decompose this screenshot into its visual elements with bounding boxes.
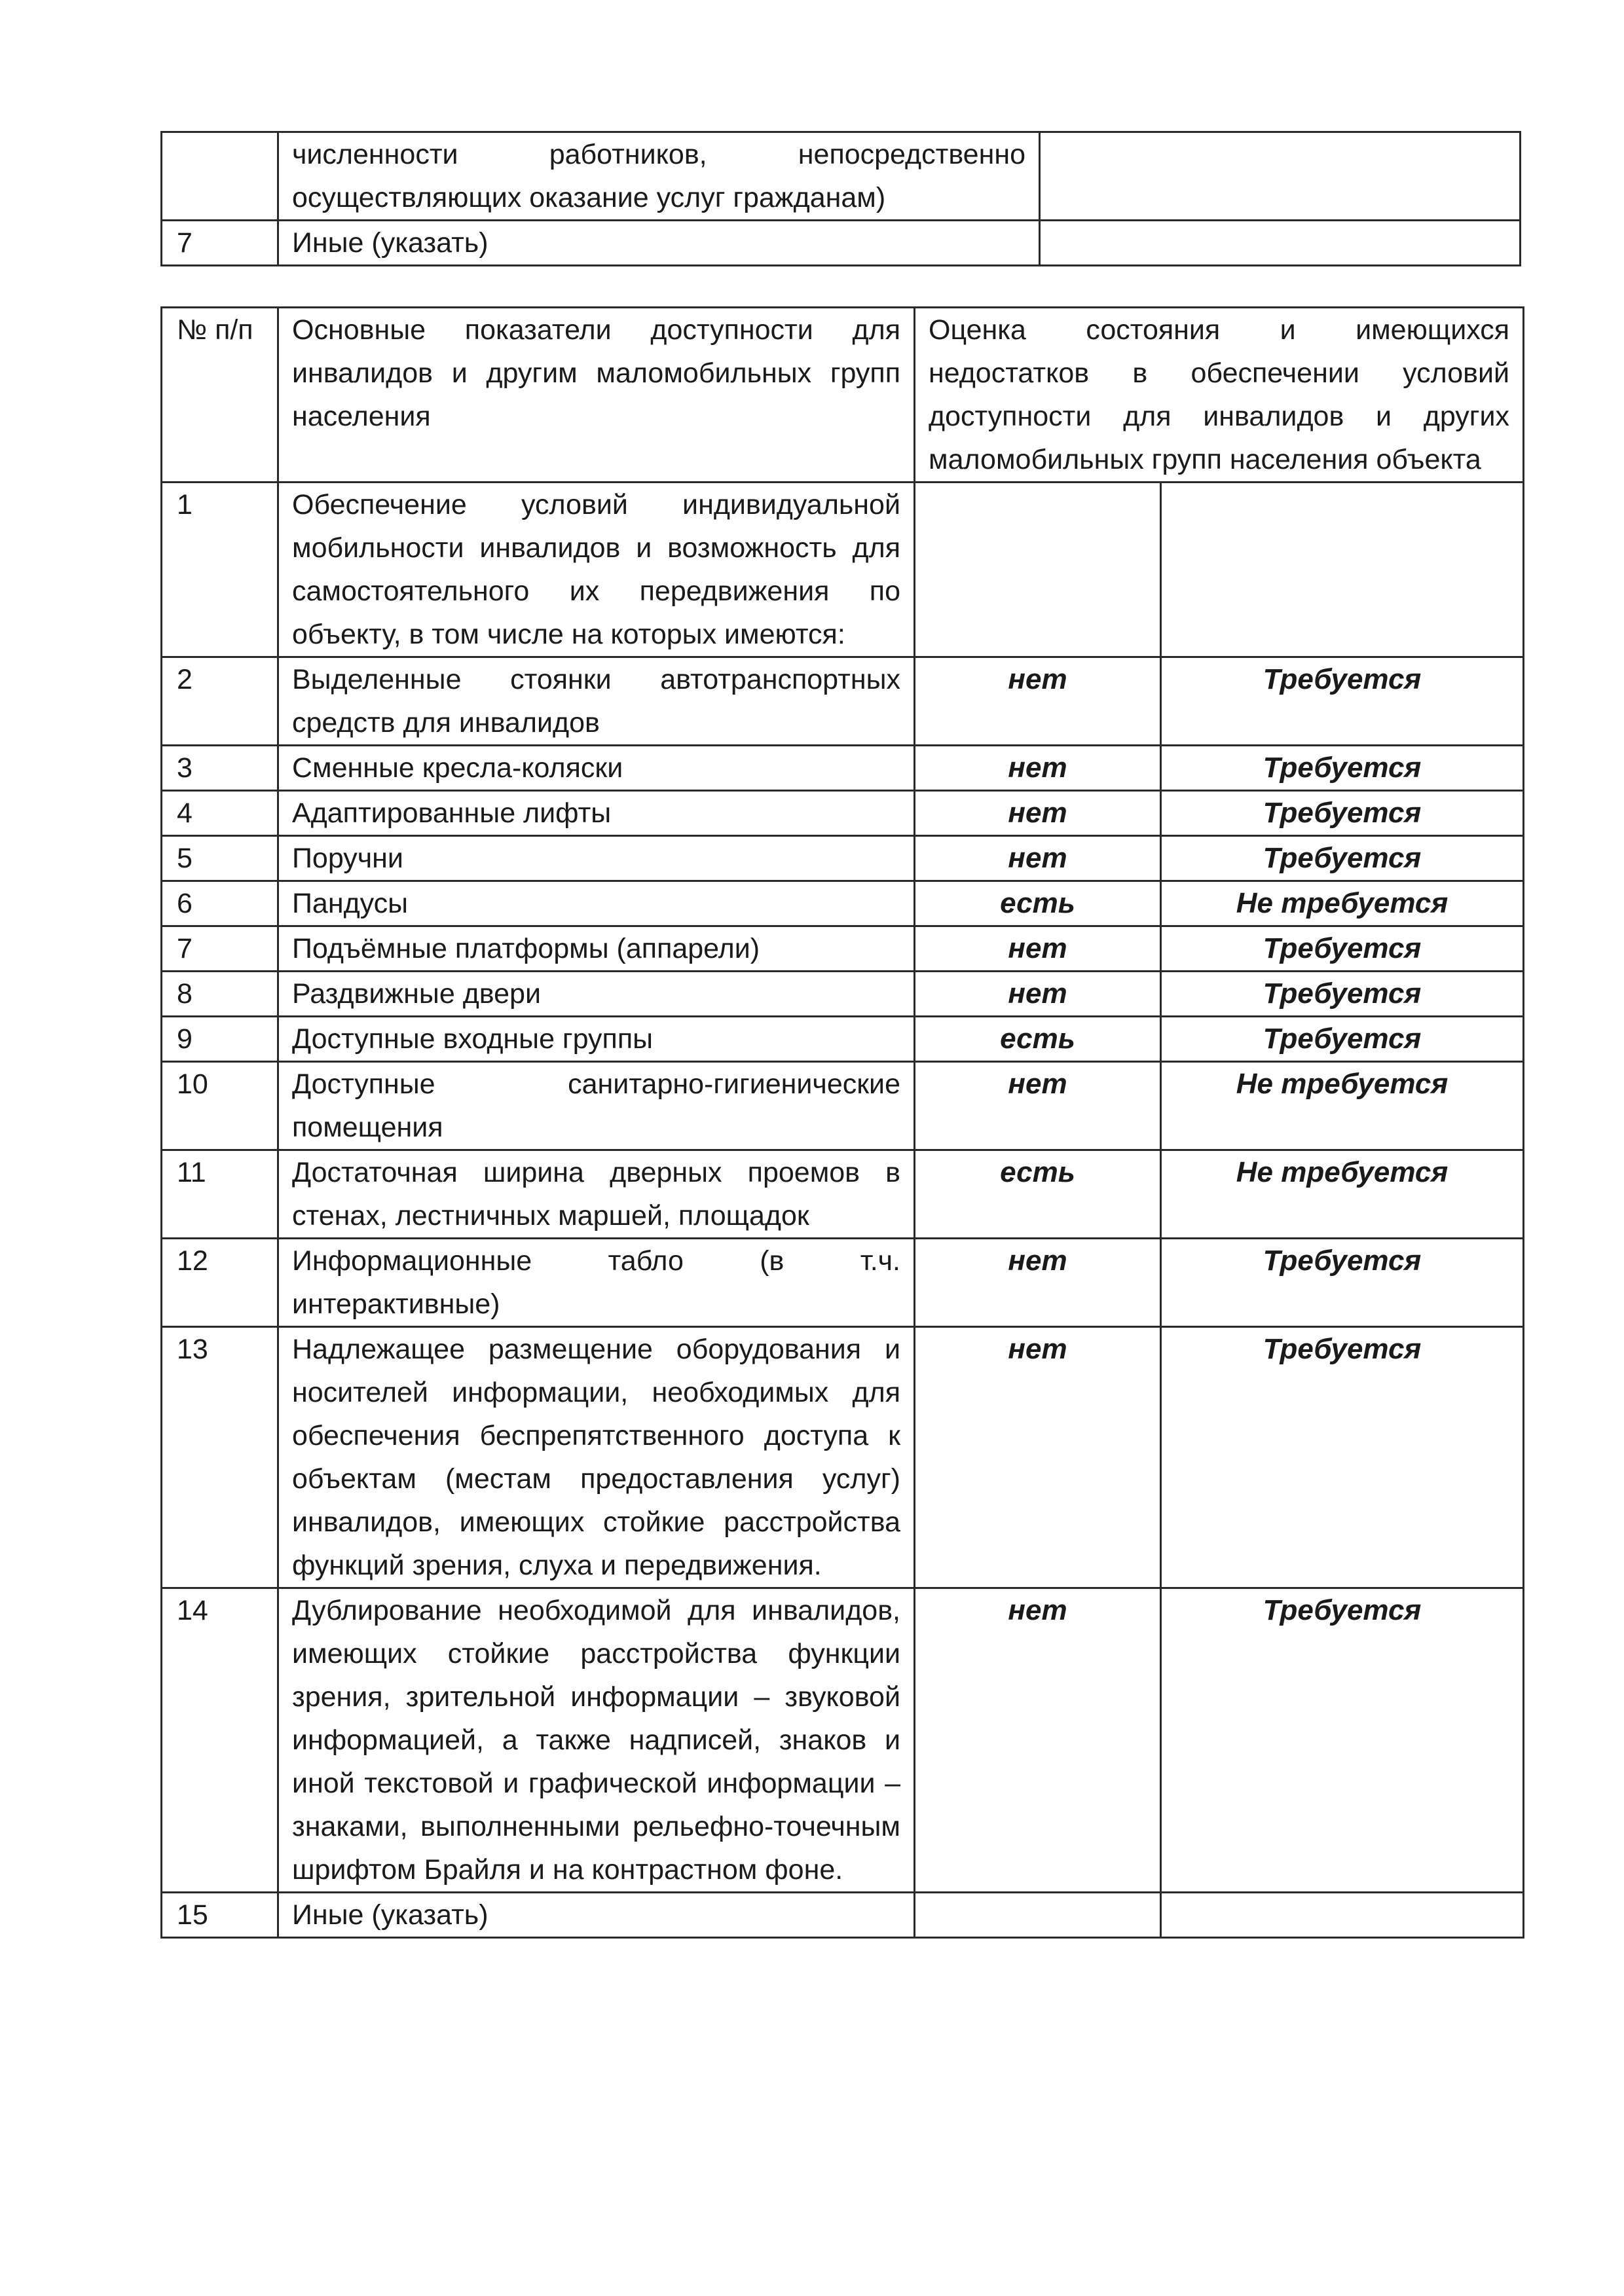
availability-status: есть	[915, 1150, 1161, 1239]
table-row	[162, 1062, 1524, 1150]
indicator-text: Пандусы	[278, 881, 915, 926]
indicator-text: Выделенные стоянки автотранспортных средств для инвалидов	[278, 657, 915, 746]
table-row	[162, 657, 1524, 746]
indicator-text: Адаптированные лифты	[278, 791, 915, 836]
availability-status: нет	[915, 926, 1161, 972]
availability-status: есть	[915, 881, 1161, 926]
value-cell	[1040, 132, 1521, 221]
availability-status: есть	[915, 1017, 1161, 1062]
requirement-status: Требуется	[1161, 1588, 1524, 1893]
requirement-status: Не требуется	[1161, 1062, 1524, 1150]
requirement-status: Требуется	[1161, 926, 1524, 972]
indicator-text: Дублирование необходимой для инвалидов, имеющих стойкие расстройства функции зрения, зрительной информации – звуковой информацией, а также надписей, знаков и иной текстовой и графической информации – знаками, выполненными рельефно-точечным шрифтом Брайля и на контрастном фоне.	[278, 1588, 915, 1893]
availability-status: нет	[915, 1327, 1161, 1588]
indicator-text: Надлежащее размещение оборудования и носителей информации, необходимых для обеспечения беспрепятственного доступа к объектам (местам предоставления услуг) инвалидов, имеющих стойкие расстройства функций зрения, слуха и передвижения.	[278, 1327, 915, 1588]
row-number	[162, 132, 278, 221]
table-row	[162, 1017, 1524, 1062]
header-assessment: Оценка состояния и имеющихся недостатков в обеспечении условий доступности для инвалидов и других маломобильных групп населения объекта	[915, 308, 1524, 483]
requirement-status	[1161, 1893, 1524, 1938]
requirement-status: Требуется	[1161, 836, 1524, 881]
row-number: 6	[162, 881, 278, 926]
row-number: 5	[162, 836, 278, 881]
availability-status: нет	[915, 972, 1161, 1017]
indicator-text: Иные (указать)	[278, 1893, 915, 1938]
requirement-status: Требуется	[1161, 1017, 1524, 1062]
row-number: 15	[162, 1893, 278, 1938]
availability-status: нет	[915, 836, 1161, 881]
availability-status	[915, 1893, 1161, 1938]
indicator-text: Информационные табло (в т.ч. интерактивные)	[278, 1239, 915, 1327]
availability-status	[915, 483, 1161, 657]
table-row	[162, 881, 1524, 926]
row-number: 9	[162, 1017, 278, 1062]
table-row	[162, 972, 1524, 1017]
value-cell	[1040, 221, 1521, 266]
indicator-text: Достаточная ширина дверных проемов в стенах, лестничных маршей, площадок	[278, 1150, 915, 1239]
indicator-text: Иные (указать)	[278, 221, 1040, 266]
availability-status: нет	[915, 1588, 1161, 1893]
requirement-status: Требуется	[1161, 746, 1524, 791]
indicator-text: Доступные входные группы	[278, 1017, 915, 1062]
row-number: 4	[162, 791, 278, 836]
row-number: 11	[162, 1150, 278, 1239]
requirement-status	[1161, 483, 1524, 657]
indicator-text: Сменные кресла-коляски	[278, 746, 915, 791]
requirement-status: Не требуется	[1161, 881, 1524, 926]
continuation-table	[160, 131, 1521, 266]
indicator-text: численности работников, непосредственно осуществляющих оказание услуг гражданам)	[278, 132, 1040, 221]
requirement-status: Требуется	[1161, 1327, 1524, 1588]
indicator-text: Подъёмные платформы (аппарели)	[278, 926, 915, 972]
table-row	[162, 926, 1524, 972]
requirement-status: Требуется	[1161, 791, 1524, 836]
indicator-text: Обеспечение условий индивидуальной мобильности инвалидов и возможность для самостоятельного их передвижения по объекту, в том числе на которых имеются:	[278, 483, 915, 657]
indicator-text: Доступные санитарно-гигиенические помещения	[278, 1062, 915, 1150]
accessibility-table	[160, 306, 1524, 1939]
row-number: 13	[162, 1327, 278, 1588]
table-row	[162, 1150, 1524, 1239]
row-number: 3	[162, 746, 278, 791]
availability-status: нет	[915, 1239, 1161, 1327]
availability-status: нет	[915, 657, 1161, 746]
table-row	[162, 791, 1524, 836]
indicator-text: Раздвижные двери	[278, 972, 915, 1017]
table-row	[162, 1327, 1524, 1588]
table-row	[162, 836, 1524, 881]
indicator-text: Поручни	[278, 836, 915, 881]
availability-status: нет	[915, 791, 1161, 836]
row-number: 2	[162, 657, 278, 746]
availability-status: нет	[915, 746, 1161, 791]
requirement-status: Требуется	[1161, 972, 1524, 1017]
row-number: 8	[162, 972, 278, 1017]
row-number: 14	[162, 1588, 278, 1893]
table-row	[162, 1239, 1524, 1327]
row-number: 1	[162, 483, 278, 657]
row-number: 12	[162, 1239, 278, 1327]
table-row	[162, 1893, 1524, 1938]
table-row	[162, 1588, 1524, 1893]
availability-status: нет	[915, 1062, 1161, 1150]
row-number: 7	[162, 926, 278, 972]
row-number: 7	[162, 221, 278, 266]
table-row	[162, 746, 1524, 791]
table-header-row	[162, 308, 1524, 483]
table-row	[162, 132, 1521, 221]
header-indicator: Основные показатели доступности для инвалидов и другим маломобильных групп населения	[278, 308, 915, 483]
table-row	[162, 221, 1521, 266]
row-number: 10	[162, 1062, 278, 1150]
requirement-status: Требуется	[1161, 657, 1524, 746]
requirement-status: Не требуется	[1161, 1150, 1524, 1239]
requirement-status: Требуется	[1161, 1239, 1524, 1327]
table-row	[162, 483, 1524, 657]
header-number: № п/п	[162, 308, 278, 483]
